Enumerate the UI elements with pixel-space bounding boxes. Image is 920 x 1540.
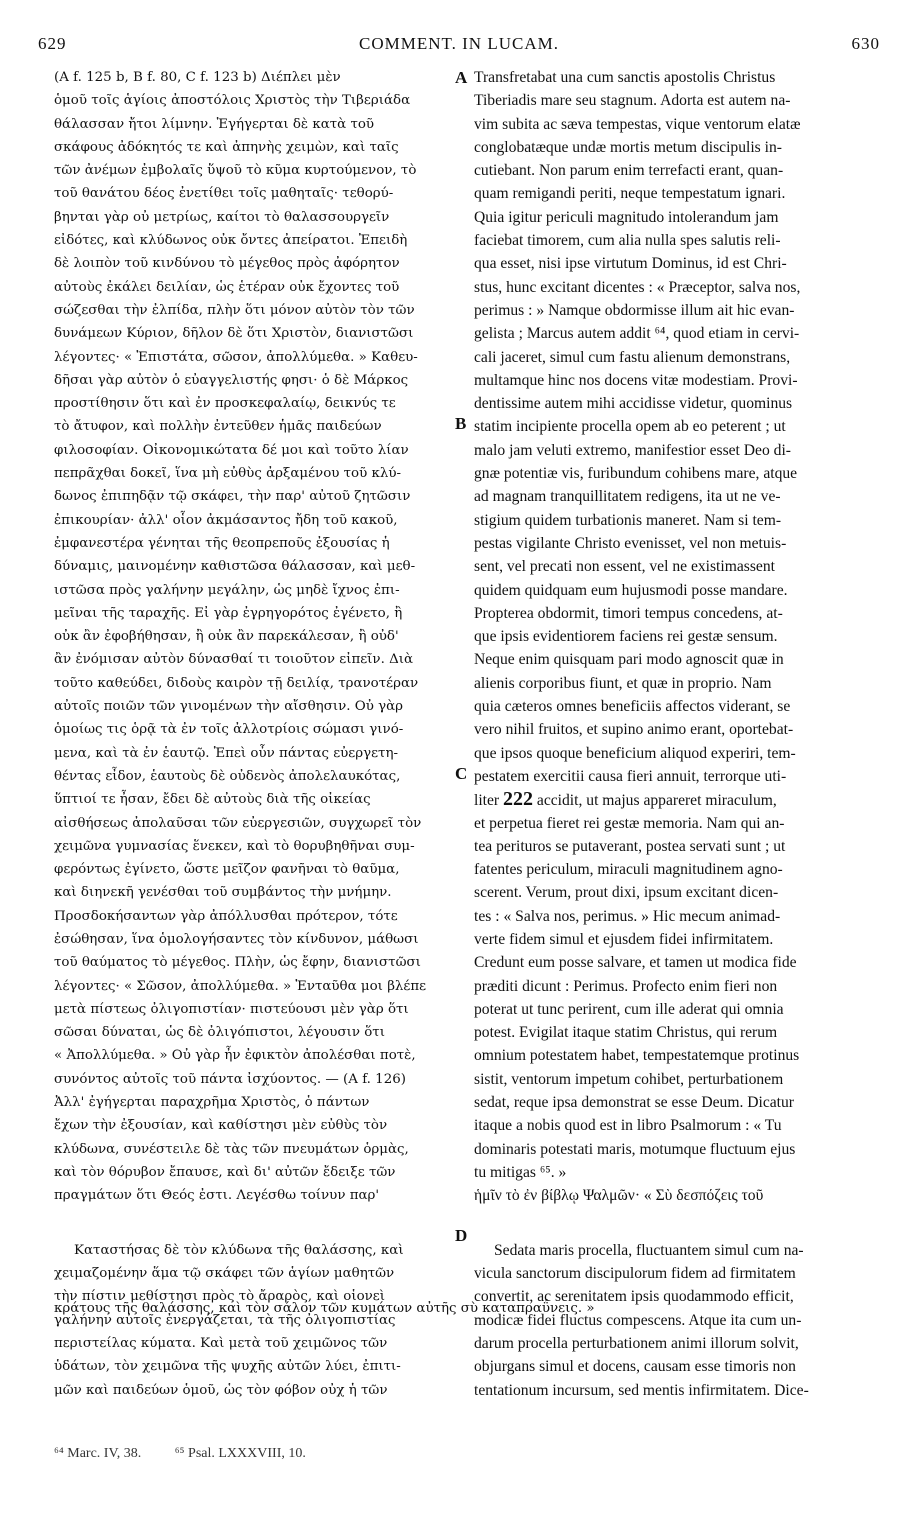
text-line: Credunt eum posse salvare, et tamen ut modica fide xyxy=(474,954,797,972)
spacer xyxy=(474,1208,889,1231)
text-line: ἐσώθησαν, ἵνα ὁμολογήσαντες τὸν κίνδυνον, μάθωσι xyxy=(54,931,419,947)
page-number-left: 629 xyxy=(38,34,67,53)
text-line: cutiebant. Non parum enim terrefacti erant, quan- xyxy=(474,162,784,180)
text-line: ὑδάτων, τὸν χειμῶνα τῆς ψυχῆς αὐτῶν λύει, ἐπιτι- xyxy=(54,1359,401,1375)
text-line: μεῖναι τῆς ταραχῆς. Εἰ γὰρ ἐγρηγορότος ἐγένετο, ἢ xyxy=(54,605,403,621)
text-line: fatentes periculum, miraculi magnitudinem agno- xyxy=(474,861,783,879)
text-line: ad magnam tranquillitatem redigens, ita ut ne ve- xyxy=(474,488,781,506)
text-line: δωνος ἐπιπηδᾷν τῷ σκάφει, τὴν παρ' αὐτοῦ ζητῶσιν xyxy=(54,489,411,505)
text-line: faciebat timorem, cum alia nulla spes salutis reli- xyxy=(474,232,781,250)
edition-page-number: 222 xyxy=(503,788,534,811)
text-line: πραγμάτων ὅτι Θεός ἐστι. Λεγέσθω τοίνυν παρ' xyxy=(54,1188,380,1204)
footnotes xyxy=(54,1446,654,1462)
text-line: μῶν καὶ παιδεύων ὁμοῦ, ὡς τὸν φόβον οὐχ ἡ τῶν xyxy=(54,1382,388,1398)
text-line: itaque a nobis quod est in libro Psalmorum : « Tu xyxy=(474,1117,782,1135)
text-line: pestatem exercitii causa fieri annuit, terrorque uti- xyxy=(474,767,787,785)
text-line: φερόντως ἐγίνετο, ὥστε μεῖζον φανῆναι τὸ θαῦμα, xyxy=(54,862,400,878)
text-line: sent, vel precati non essent, vel ne existimassent xyxy=(474,558,775,576)
text-line: ιστῶσα πρὸς γαλήνην μεγάλην, ὡς μηδὲ ἴχνος ἐπι- xyxy=(54,582,400,598)
text-line: σκάφους ἀδόκητός τε καὶ ἀπηνὴς χειμὼν, καὶ ταῖς xyxy=(54,139,399,155)
text-line: gelista ; Marcus autem addit ⁶⁴, quod etiam in cervi- xyxy=(474,325,800,343)
text-line: αὐτοὺς ἐκάλει δειλίαν, ὡς ἑτέραν οὐκ ἔχοντες τοῦ xyxy=(54,279,400,295)
text-line: βηνται γὰρ οὐ μετρίως, καίτοι τὸ θαλασσουργεῖν xyxy=(54,209,390,225)
margin-marker-a: A xyxy=(455,68,468,87)
running-title: COMMENT. IN LUCAM. xyxy=(359,34,559,53)
text-line: σώζεσθαι τὴν ἐλπίδα, πλὴν ὅτι μόνον αὐτὸν τὸν τῶν xyxy=(54,302,415,318)
text-line: cali jaceret, simul cum fastu alienum demonstrans, xyxy=(474,348,791,366)
margin-marker-d: D xyxy=(455,1226,468,1245)
text-line: potest. Evigilat itaque statim Christus, qui rerum xyxy=(474,1024,778,1042)
text-line: χειμαζομένην ἅμα τῷ σκάφει τῶν ἁγίων μαθητῶν xyxy=(54,1266,395,1282)
margin-marker-b: B xyxy=(455,414,467,433)
text-line-222 xyxy=(474,788,889,811)
text-line: λέγοντες· « Ἐπιστάτα, σῶσον, ἀπολλύμεθα. » Καθευ- xyxy=(54,349,418,365)
text-line: προστίθησιν ὅτι καὶ ἐν προσκεφαλαίῳ, δεικνύς τε xyxy=(54,396,396,412)
text-line: vero nihil fruitos, et supino animo erant, oportebat- xyxy=(474,721,794,739)
text-line: qua esset, nisi ipse virtutum Dominus, id est Chri- xyxy=(474,255,787,273)
text-line: poterat ut tunc perirent, cum ille aderat qui omnia xyxy=(474,1000,784,1018)
text-line: darum procella perturbationem animi illorum solvit, xyxy=(474,1335,799,1353)
text-line: Καταστήσας δὲ τὸν κλύδωνα τῆς θαλάσσης, καὶ xyxy=(74,1242,404,1258)
text-line: κράτους τῆς θαλάσσης, καὶ τὸν σάλον τῶν κυμάτων αὐτῆς σὺ καταπραΰνεις. » xyxy=(54,1301,595,1316)
text-line: tes : « Salva nos, perimus. » Hic mecum animad- xyxy=(474,907,781,925)
footnote-64: ⁶⁴ Marc. IV, 38. xyxy=(54,1446,142,1461)
text-line: τῶν ἀνέμων ἐμβολαῖς ὕψοῦ τὸ κῦμα κυρτούμενον, τὸ xyxy=(54,163,417,179)
text-line: dominaris potestati maris, motumque fluctuum ejus xyxy=(474,1140,796,1158)
text-line: τὸ ἄτυφον, καὶ πολλὴν ἐντεῦθεν ἡμᾶς παιδεύων xyxy=(54,419,382,435)
text-line: θέντας εἶδον, ἑαυτοὺς δὲ οὐδενὸς ἀπολελαυκότας, xyxy=(54,768,401,784)
text-line: stus, hunc excitant dicentes : « Præceptor, salva nos, xyxy=(474,278,801,296)
text-line: δὲ λοιπὸν τοῦ κινδύνου τὸ μέγεθος πρὸς ἀφόρητον xyxy=(54,256,400,272)
text-line: objurgans simul et docens, causam esse timoris non xyxy=(474,1358,796,1376)
text-line: (A f. 125 b, B f. 80, C f. 123 b) Διέπλει μὲν xyxy=(54,70,341,85)
text-line: κλύδωνα, συνέστειλε δὲ τὰς τῶν πνευμάτων ὁρμὰς, xyxy=(54,1141,409,1157)
text-line: θάλασσαν ἤτοι λίμνην. Ἐγήγερται δὲ κατὰ τοῦ xyxy=(54,116,375,132)
text-line: « Ἀπολλύμεθα. » Οὐ γὰρ ἦν ἐφικτὸν ἀπολέσθαι ποτὲ, xyxy=(54,1048,416,1064)
text-line: gnæ potentiæ vis, furibundum cohibens mare, atque xyxy=(474,465,798,483)
text-line: μετὰ πίστεως ὀλιγοπιστίαν· πιστεύουσι μὲν γὰρ ὅτι xyxy=(54,1001,409,1017)
text-line: vicula sanctorum discipulorum fidem ad firmitatem xyxy=(474,1265,796,1283)
line-text: liter xyxy=(474,792,504,810)
page-number-right: 630 xyxy=(851,34,880,53)
cross-column-line xyxy=(54,1297,889,1320)
text-line: sistit, ventorum impetum cohibet, perturbationem xyxy=(474,1070,784,1088)
text-line: ἡμῖν τὸ ἐν βίβλῳ Ψαλμῶν· « Σὺ δεσπόζεις τοῦ xyxy=(474,1187,764,1205)
text-line: δύναμις, μαινομένην καθιστῶσα θάλασσαν, καὶ μεθ- xyxy=(54,559,416,575)
text-line: quidem quidquam eum hujusmodi posse mandare. xyxy=(474,581,788,599)
text-line: quam remigandi periti, neque tempestatum ignari. xyxy=(474,185,786,203)
text-line: εἰδότες, καὶ κλύδωνος οὐκ ὄντες ἀπείρατοι. Ἐπειδὴ xyxy=(54,233,408,249)
text-line: λέγοντες· « Σῶσον, ἀπολλύμεθα. » Ἐνταῦθα μοι βλέπε xyxy=(54,978,427,994)
text-line: alienis corporibus fiunt, et quæ in proprio. Nam xyxy=(474,674,772,692)
text-line: συνόντος αὐτοῖς τοῦ πάντα ἰσχύοντος. — (A f. 126) xyxy=(54,1071,406,1087)
text-line: γαλήνην αὐτοῖς ἐνεργάζεται, τὰ τῆς ὀλιγοπιστίας xyxy=(54,1312,396,1328)
text-line: sedat, reque ipsa demonstrat se esse Deum. Dicatur xyxy=(474,1094,794,1112)
text-line: ἂν ἐνόμισαν αὐτὸν δύνασθαί τι τοιοῦτον εἰπεῖν. Διὰ xyxy=(54,652,414,668)
text-line: σῶσαι δύναται, ὡς δὲ ὀλιγόπιστοι, λέγουσιν ὅτι xyxy=(54,1025,385,1041)
text-line: malo jam veluti extremo, manifestior esset Deo di- xyxy=(474,441,791,459)
text-line: verte fidem simul et ejusdem fidei infirmitatem. xyxy=(474,930,774,948)
text-line: τοῦ θανάτου δέος ἐνετίθει τοῖς μαθηταῖς· τεθορύ- xyxy=(54,186,394,202)
latin-column xyxy=(474,66,889,1402)
text-line: καὶ διηνεκῆ γενέσθαι τοῦ συμβάντος τὴν μνήμην. xyxy=(54,885,392,901)
text-line: καὶ τὸν θόρυβον ἔπαυσε, καὶ δι' αὐτῶν ἔδειξε τῶν xyxy=(54,1164,396,1180)
text-line: Propterea obdormit, timori tempus concedens, at- xyxy=(474,604,783,622)
text-line: que ipsos quoque beneficium aliquod experiri, tem- xyxy=(474,744,796,762)
text-line: Quia igitur periculi magnitudo intolerandum jam xyxy=(474,208,779,226)
text-line: pestas vigilante Christo evenisset, vel non metuis- xyxy=(474,534,787,552)
text-line: tu mitigas ⁶⁵. » xyxy=(474,1163,567,1181)
text-line: ἐμφανεστέρα γένηται τῆς θεοπρεποῦς ἐξουσίας ἡ xyxy=(54,535,390,551)
text-line: scerent. Verum, prout dixi, ipsum excitant dicen- xyxy=(474,884,779,902)
text-line: πεπρᾶχθαι δοκεῖ, ἵνα μὴ εὐθὺς ἀρξαμένου τοῦ κλύ- xyxy=(54,466,402,482)
page-header xyxy=(38,34,880,58)
text-line: que ipsis evidentiorem faciens rei gestæ sensum. xyxy=(474,628,778,646)
text-line: vim subita ac sæva tempestas, vique ventorum elatæ xyxy=(474,115,801,133)
paragraph-gap xyxy=(54,1231,452,1239)
text-line: tea perituros se putaverant, postea servati sunt ; ut xyxy=(474,837,786,855)
text-line: οὐκ ἂν ἐφοβήθησαν, ἢ οὐκ ἂν παρεκάλεσαν, ἢ οὐδ' xyxy=(54,629,399,645)
text-line: tentationum incursum, sed mentis infirmitatem. Dice- xyxy=(474,1381,809,1399)
text-line: convertit, ac serenitatem ipsis quodammodo efficit, xyxy=(474,1288,794,1306)
text-line: multamque hinc nos docens vitæ modestiam. Provi- xyxy=(474,371,798,389)
text-line: perimus : » Namque obdormisse illum ait hic evan- xyxy=(474,301,795,319)
text-line: quia cæteros omnes beneficiis affectos viderant, se xyxy=(474,698,791,716)
text-line: Transfretabat una cum sanctis apostolis Christus xyxy=(474,69,776,86)
text-line: τοῦ θαύματος τὸ μέγεθος. Πλὴν, ὡς ἔφην, διανιστῶσι xyxy=(54,955,421,971)
text-line: et perpetua fieret rei gestæ memoria. Nam qui an- xyxy=(474,814,785,832)
text-line: αἰσθήσεως ἀπολαῦσαι τῶν εὐεργεσιῶν, συγχωρεῖ τὸν xyxy=(54,815,422,831)
text-line: statim incipiente procella opem ab eo peterent ; ut xyxy=(474,418,786,436)
text-line: Προσδοκήσαντων γὰρ ἀπόλλυσθαι πρότερον, τότε xyxy=(54,908,398,924)
text-line: Sedata maris procella, fluctuantem simul cum na- xyxy=(494,1241,804,1259)
text-line: conglobatæque undæ mortis metum discipulis in- xyxy=(474,138,782,156)
greek-column xyxy=(54,66,452,1402)
text-line: stigium quidem turbationis maneret. Nam si tem- xyxy=(474,511,782,529)
text-line: δυνάμεων Κύριον, δῆλον δὲ ὅτι Χριστὸν, διανιστῶσι xyxy=(54,326,414,342)
text-line: Neque enim quisquam pari modo agnoscit quæ in xyxy=(474,651,784,669)
footnote-65: ⁶⁵ Psal. LXXXVIII, 10. xyxy=(174,1446,306,1461)
text-line: præditi dicunt : Perimus. Profecto enim fieri non xyxy=(474,977,778,995)
text-line: ἔχων τὴν ἐξουσίαν, καὶ καθίστησι μὲν εὐθὺς τὸν xyxy=(54,1118,388,1134)
text-line: περιστείλας κύματα. Καὶ μετὰ τοῦ χειμῶνος τῶν xyxy=(54,1336,388,1352)
line-text: accidit, ut majus appareret miraculum, xyxy=(533,792,777,810)
text-line: omnium potestatem habet, tempestatemque protinus xyxy=(474,1047,800,1065)
text-line: δῆσαι γὰρ αὐτὸν ὁ εὐαγγελιστής φησι· ὁ δὲ Μάρκος xyxy=(54,372,409,388)
text-line: dentissime autem mihi accidisse videtur, quominus xyxy=(474,395,793,413)
margin-marker-c: C xyxy=(455,764,468,783)
text-line: ὕπτιοί τε ἦσαν, ἔδει δὲ αὐτοὺς διὰ τῆς οἰκείας xyxy=(54,792,371,808)
text-line: Tiberiadis mare seu stagnum. Adorta est autem na- xyxy=(474,92,791,110)
text-line: ὁμοῦ τοῖς ἁγίοις ἀποστόλοις Χριστὸς τὴν Τιβεριάδα xyxy=(54,93,411,109)
text-line: ὁμοίως τις ὁρᾷ τὰ ἐν τοῖς ἀλλοτρίοις σώμασι γινό- xyxy=(54,722,404,738)
text-line: αὐτοῖς ποιῶν τῶν γινομένων τὴν αἴσθησιν. Οὐ γὰρ xyxy=(54,699,404,715)
paragraph-gap xyxy=(474,1231,889,1239)
text-line: τὴν πίστιν μεθίστησι πρὸς τὸ ἄραρὸς, καὶ οἱονεὶ xyxy=(54,1289,385,1305)
text-line: μενα, καὶ τὰ ἐν ἑαυτῷ. Ἐπεὶ οὖν πάντας εὐεργετη- xyxy=(54,745,398,761)
text-line: Ἀλλ' ἐγήγερται παραχρῆμα Χριστὸς, ὁ πάντων xyxy=(54,1095,370,1111)
text-line: ἐπικουρίαν· ἀλλ' οἷον ἀκμάσαντος ἤδη τοῦ κακοῦ, xyxy=(54,512,398,528)
spacer xyxy=(54,1208,452,1231)
text-line: φιλοσοφίαν. Οἰκονομικώτατα δέ μοι καὶ τοῦτο λίαν xyxy=(54,442,409,458)
text-line: modicæ fidei fluctus compescens. Atque ita cum un- xyxy=(474,1311,802,1329)
text-line: χειμῶνα γυμνασίας ἕνεκεν, καὶ τὸ θορυβηθῆναι συμ- xyxy=(54,838,415,854)
text-line: τοῦτο καθεύδει, διδοὺς καιρὸν τῇ δειλίᾳ, τρανοτέραν xyxy=(54,675,419,691)
